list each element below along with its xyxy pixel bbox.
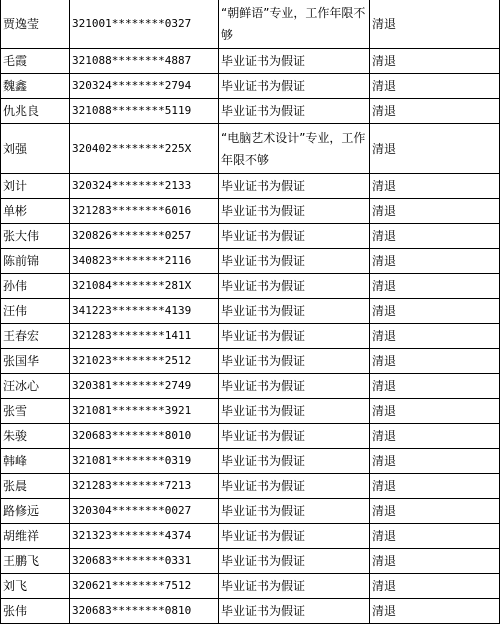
reason-cell: 毕业证书为假证	[219, 174, 370, 199]
action-cell: 清退	[370, 574, 500, 599]
id-number-cell: 320381********2749	[70, 374, 219, 399]
id-number-cell: 341223********4139	[70, 299, 219, 324]
action-cell: 清退	[370, 99, 500, 124]
person-name-cell: 路修远	[1, 499, 70, 524]
action-cell: 清退	[370, 599, 500, 624]
reason-cell: 毕业证书为假证	[219, 199, 370, 224]
reason-cell: 毕业证书为假证	[219, 249, 370, 274]
id-number-cell: 321084********281X	[70, 274, 219, 299]
person-name-cell: 汪冰心	[1, 374, 70, 399]
table-row	[1, 224, 500, 249]
id-number-cell: 321081********3921	[70, 399, 219, 424]
id-number-cell: 320826********0257	[70, 224, 219, 249]
id-number-cell: 321283********7213	[70, 474, 219, 499]
table-row	[1, 349, 500, 374]
id-number-cell: 320324********2794	[70, 74, 219, 99]
action-cell: 清退	[370, 249, 500, 274]
action-cell: 清退	[370, 124, 500, 174]
person-name-cell: 刘计	[1, 174, 70, 199]
table-row	[1, 99, 500, 124]
reason-cell: 毕业证书为假证	[219, 549, 370, 574]
action-cell: 清退	[370, 224, 500, 249]
action-cell: 清退	[370, 549, 500, 574]
id-number-cell: 320683********0810	[70, 599, 219, 624]
person-name-cell: 孙伟	[1, 274, 70, 299]
reason-cell: 毕业证书为假证	[219, 399, 370, 424]
action-cell: 清退	[370, 399, 500, 424]
person-name-cell: 张国华	[1, 349, 70, 374]
action-cell: 清退	[370, 74, 500, 99]
table-row	[1, 324, 500, 349]
reason-cell: 毕业证书为假证	[219, 574, 370, 599]
table-row	[1, 399, 500, 424]
reason-cell: 毕业证书为假证	[219, 74, 370, 99]
table-row	[1, 174, 500, 199]
table-row	[1, 449, 500, 474]
table-row	[1, 249, 500, 274]
person-name-cell: 韩峰	[1, 449, 70, 474]
person-name-cell: 王鹏飞	[1, 549, 70, 574]
reason-cell: 毕业证书为假证	[219, 449, 370, 474]
table-row	[1, 274, 500, 299]
action-cell: 清退	[370, 424, 500, 449]
id-number-cell: 340823********2116	[70, 249, 219, 274]
table-row	[1, 474, 500, 499]
person-name-cell: 单彬	[1, 199, 70, 224]
table-row	[1, 499, 500, 524]
person-name-cell: 张晨	[1, 474, 70, 499]
id-number-cell: 321081********0319	[70, 449, 219, 474]
table-row	[1, 124, 500, 174]
reason-cell: 毕业证书为假证	[219, 224, 370, 249]
person-name-cell: 仇兆良	[1, 99, 70, 124]
id-number-cell: 320304********0027	[70, 499, 219, 524]
id-number-cell: 321088********4887	[70, 49, 219, 74]
person-name-cell: 刘强	[1, 124, 70, 174]
reason-cell: 毕业证书为假证	[219, 324, 370, 349]
person-name-cell: 王春宏	[1, 324, 70, 349]
person-name-cell: 刘飞	[1, 574, 70, 599]
person-name-cell: 张雪	[1, 399, 70, 424]
person-name-cell: 贾逸莹	[1, 0, 70, 49]
table-row	[1, 599, 500, 624]
reason-cell: 毕业证书为假证	[219, 474, 370, 499]
reason-cell: 毕业证书为假证	[219, 524, 370, 549]
table-row	[1, 574, 500, 599]
table-row	[1, 49, 500, 74]
table-row	[1, 524, 500, 549]
id-number-cell: 320683********8010	[70, 424, 219, 449]
id-number-cell: 320402********225X	[70, 124, 219, 174]
person-name-cell: 张大伟	[1, 224, 70, 249]
action-cell: 清退	[370, 324, 500, 349]
action-cell: 清退	[370, 0, 500, 49]
reason-cell: “朝鲜语”专业，工作年限不够	[219, 0, 370, 49]
table-body	[1, 0, 500, 624]
id-number-cell: 321283********6016	[70, 199, 219, 224]
action-cell: 清退	[370, 174, 500, 199]
id-number-cell: 320324********2133	[70, 174, 219, 199]
table-row	[1, 549, 500, 574]
action-cell: 清退	[370, 374, 500, 399]
reason-cell: 毕业证书为假证	[219, 274, 370, 299]
id-number-cell: 321088********5119	[70, 99, 219, 124]
action-cell: 清退	[370, 49, 500, 74]
reason-cell: 毕业证书为假证	[219, 424, 370, 449]
reason-cell: 毕业证书为假证	[219, 499, 370, 524]
reason-cell: 毕业证书为假证	[219, 374, 370, 399]
action-cell: 清退	[370, 199, 500, 224]
reason-cell: 毕业证书为假证	[219, 99, 370, 124]
action-cell: 清退	[370, 299, 500, 324]
table-row	[1, 299, 500, 324]
id-number-cell: 321323********4374	[70, 524, 219, 549]
person-name-cell: 张伟	[1, 599, 70, 624]
reason-cell: 毕业证书为假证	[219, 299, 370, 324]
table-row	[1, 199, 500, 224]
action-cell: 清退	[370, 474, 500, 499]
person-name-cell: 胡维祥	[1, 524, 70, 549]
id-number-cell: 321023********2512	[70, 349, 219, 374]
table-row	[1, 0, 500, 49]
action-cell: 清退	[370, 449, 500, 474]
person-name-cell: 陈前锦	[1, 249, 70, 274]
reason-cell: 毕业证书为假证	[219, 49, 370, 74]
reason-cell: “电脑艺术设计”专业，工作年限不够	[219, 124, 370, 174]
id-number-cell: 320621********7512	[70, 574, 219, 599]
table-row	[1, 424, 500, 449]
person-name-cell: 朱骏	[1, 424, 70, 449]
person-name-cell: 毛霞	[1, 49, 70, 74]
reason-cell: 毕业证书为假证	[219, 349, 370, 374]
action-cell: 清退	[370, 499, 500, 524]
action-cell: 清退	[370, 524, 500, 549]
reason-cell: 毕业证书为假证	[219, 599, 370, 624]
table-row	[1, 74, 500, 99]
id-number-cell: 321283********1411	[70, 324, 219, 349]
action-cell: 清退	[370, 349, 500, 374]
id-number-cell: 321001********0327	[70, 0, 219, 49]
table-row	[1, 374, 500, 399]
action-cell: 清退	[370, 274, 500, 299]
person-name-cell: 魏鑫	[1, 74, 70, 99]
person-name-cell: 汪伟	[1, 299, 70, 324]
id-number-cell: 320683********0331	[70, 549, 219, 574]
